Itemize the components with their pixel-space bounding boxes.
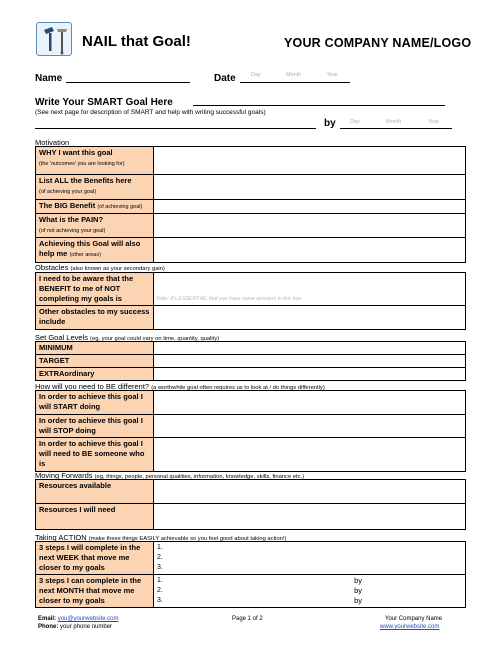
- table-row: [36, 504, 466, 530]
- table-row: [36, 238, 466, 263]
- motivation-question: Achieving this Goal will also help me (other areas): [36, 238, 154, 263]
- table-row: [36, 200, 466, 214]
- table-row: [36, 391, 466, 415]
- table-row: [36, 480, 466, 504]
- name-label: Name: [35, 73, 63, 84]
- goal-by-date-field[interactable]: [340, 128, 452, 129]
- action-week-steps[interactable]: [154, 542, 466, 575]
- different-title: How will you need to BE different? (a worthwhile goal often requires us to look at / do things differently): [35, 382, 325, 391]
- action-question-week: 3 steps I will complete in the next WEEK that move me closer to my goals: [36, 542, 154, 575]
- step-number: 1.: [157, 577, 163, 584]
- motivation-answer-big-benefit[interactable]: [154, 200, 466, 214]
- step-row: [157, 576, 462, 586]
- goal-heading: Write Your SMART Goal Here: [35, 97, 173, 108]
- footer-email-label: Email:: [38, 616, 57, 622]
- different-table: [35, 390, 466, 472]
- step-number: 2.: [157, 587, 163, 594]
- goal-field-line-1[interactable]: [193, 105, 445, 106]
- table-row: [36, 306, 466, 330]
- levels-table: [35, 341, 466, 381]
- different-answer-start[interactable]: [154, 391, 466, 415]
- step-by-label: by: [354, 586, 362, 595]
- name-field[interactable]: [66, 82, 190, 83]
- footer-email-link[interactable]: you@yourwebsite.com: [57, 616, 119, 622]
- by-month-placeholder: Month: [386, 119, 402, 125]
- date-field[interactable]: [240, 82, 350, 83]
- footer-company: Your Company Name: [385, 616, 443, 622]
- obstacles-title: Obstacles (also known as your secondary gain): [35, 263, 165, 272]
- obstacles-question: Other obstacles to my success include: [36, 306, 154, 330]
- levels-title: Set Goal Levels (eg, your goal could vary on time, quantity, quality): [35, 333, 220, 342]
- action-title: Taking ACTION (make these things EASILY achievable so you feel good about taking action!): [35, 533, 287, 542]
- different-question: In order to achieve this goal I will need to BE someone who is: [36, 438, 154, 472]
- motivation-answer-pain[interactable]: [154, 214, 466, 238]
- motivation-table: [35, 146, 466, 263]
- table-row: [36, 355, 466, 368]
- step-number: 1.: [157, 544, 163, 551]
- motivation-question: WHY I want this goal (the 'outcomes' you are looking for): [36, 147, 154, 175]
- goal-field-line-2[interactable]: [35, 128, 316, 129]
- motivation-answer-also-help[interactable]: [154, 238, 466, 263]
- by-year-placeholder: Year: [428, 119, 440, 125]
- footer-phone-value: your phone number: [60, 624, 113, 630]
- forwards-question: Resources I will need: [36, 504, 154, 530]
- table-row: [36, 368, 466, 381]
- level-target-label: TARGET: [36, 355, 154, 368]
- step-by-label: by: [354, 576, 362, 585]
- forwards-answer-need[interactable]: [154, 504, 466, 530]
- different-question: In order to achieve this goal I will STOP doing: [36, 415, 154, 438]
- forwards-title: Moving Forwards (eg, things, people, personal qualities, information, knowledge, skills, finance etc.): [35, 471, 305, 480]
- company-logo: [36, 22, 72, 56]
- forwards-table: [35, 479, 466, 530]
- action-table: [35, 541, 466, 608]
- table-row: [36, 575, 466, 608]
- company-name-logo: YOUR COMPANY NAME/LOGO: [284, 36, 472, 50]
- date-day-placeholder: Day: [251, 72, 261, 78]
- level-extraordinary-label: EXTRAordinary: [36, 368, 154, 381]
- date-month-placeholder: Month: [286, 72, 302, 78]
- date-label: Date: [214, 73, 236, 84]
- footer-page-number: Page 1 of 2: [232, 616, 263, 622]
- motivation-question: The BIG Benefit (of achieving goal): [36, 200, 154, 214]
- step-number: 3.: [157, 564, 163, 571]
- level-minimum-label: MINIMUM: [36, 342, 154, 355]
- date-year-placeholder: Year: [327, 72, 339, 78]
- table-row: [36, 542, 466, 575]
- level-minimum-answer[interactable]: [154, 342, 466, 355]
- nail-hammer-icon: [37, 23, 73, 57]
- table-row: [36, 415, 466, 438]
- level-extraordinary-answer[interactable]: [154, 368, 466, 381]
- table-row: [36, 342, 466, 355]
- step-row: [157, 586, 462, 596]
- motivation-answer-why[interactable]: [154, 147, 466, 175]
- footer-website-link[interactable]: www.yourwebsite.com: [380, 624, 440, 630]
- step-number: 3.: [157, 597, 163, 604]
- table-row: [36, 147, 466, 175]
- obstacles-note: Note: It's ESSENTIAL that you have some answers in this box: [156, 296, 302, 302]
- level-target-answer[interactable]: [154, 355, 466, 368]
- step-number: 2.: [157, 554, 163, 561]
- forwards-question: Resources available: [36, 480, 154, 504]
- obstacles-question: I need to be aware that the BENEFIT to me of NOT completing my goals is: [36, 273, 154, 306]
- motivation-answer-benefits[interactable]: [154, 175, 466, 200]
- footer-phone: [38, 624, 112, 630]
- table-row: [36, 175, 466, 200]
- motivation-question: What is the PAIN? (of not achieving your goal): [36, 214, 154, 238]
- different-answer-be[interactable]: [154, 438, 466, 472]
- motivation-question: List ALL the Benefits here (of achieving your goal): [36, 175, 154, 200]
- different-question: In order to achieve this goal I will START doing: [36, 391, 154, 415]
- forwards-answer-available[interactable]: [154, 480, 466, 504]
- action-month-steps[interactable]: [154, 575, 466, 608]
- different-answer-stop[interactable]: [154, 415, 466, 438]
- goal-by-label: by: [324, 118, 336, 129]
- goal-subheading: (See next page for description of SMART and help with writing successful goals): [35, 109, 266, 116]
- table-row: [36, 438, 466, 472]
- action-question-month: 3 steps I can complete in the next MONTH that move me closer to my goals: [36, 575, 154, 608]
- step-by-label: by: [354, 596, 362, 605]
- motivation-title: Motivation: [35, 138, 70, 147]
- table-row: [36, 214, 466, 238]
- step-row: [157, 596, 462, 606]
- footer-phone-label: Phone:: [38, 624, 59, 630]
- obstacles-answer-other[interactable]: [154, 306, 466, 330]
- footer-email: [38, 616, 118, 622]
- page-title: NAIL that Goal!: [82, 33, 191, 50]
- by-day-placeholder: Day: [350, 119, 360, 125]
